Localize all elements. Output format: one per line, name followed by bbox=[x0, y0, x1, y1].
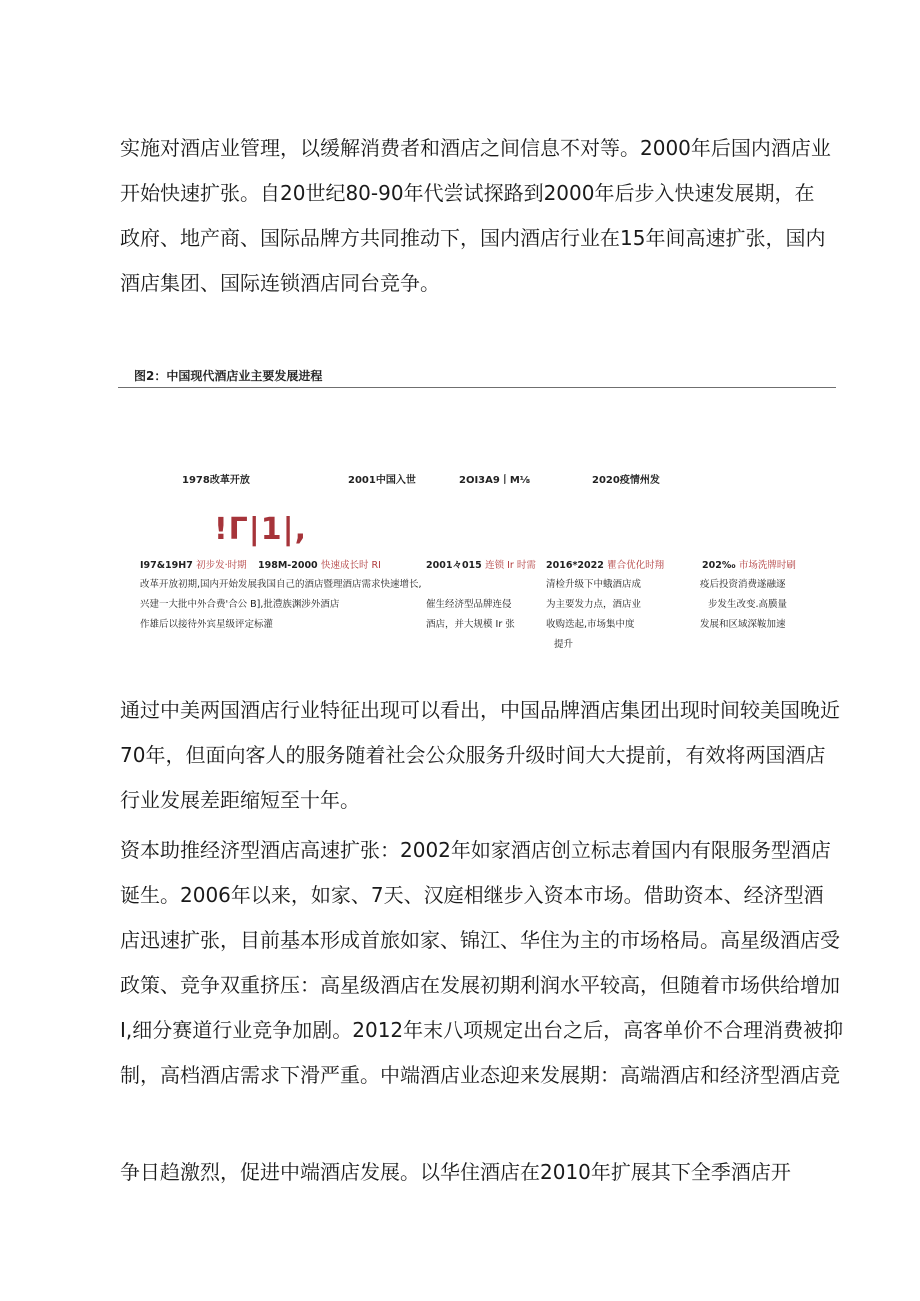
phase-4 bbox=[546, 556, 664, 576]
phase-desc-5 bbox=[700, 575, 787, 635]
phase-period: 2016*2022 bbox=[546, 560, 604, 571]
phase-2 bbox=[258, 556, 381, 576]
phase-desc-1 bbox=[140, 575, 422, 635]
phase-name: 市场洗牌时刷 bbox=[738, 560, 796, 571]
text-line: 资本助推经济型酒店高速扩张：2002年如家酒店创立标志着国内有限服务型酒店 bbox=[120, 838, 831, 862]
paragraph-midscale bbox=[120, 1155, 840, 1189]
text-line: 通过中美两国酒店行业特征出现可以看出，中国品牌酒店集团出现时间较美国晚近 bbox=[120, 698, 840, 722]
text-line: 开始快速扩张。自20世纪80-90年代尝试探路到2000年后步入快速发展期，在 bbox=[120, 181, 815, 205]
paragraph-comparison bbox=[120, 688, 840, 823]
figure-divider bbox=[118, 387, 836, 388]
phase-5 bbox=[702, 556, 796, 576]
desc-line: 改革开放初期,国内开始发展我国自己的酒店暨理酒店需求快速增长, bbox=[140, 579, 422, 590]
text-line: 酒店集团、国际连锁酒店同台竞争。 bbox=[120, 271, 440, 295]
phase-period: 202‰ bbox=[702, 560, 736, 571]
phase-period: 198M-2000 bbox=[258, 560, 318, 571]
desc-line: 提升 bbox=[554, 639, 574, 650]
desc-line: 酒店，并大规模 Ir 张 bbox=[426, 619, 515, 630]
text-line: 店迅速扩张，目前基本形成首旅如家、锦江、华住为主的市场格局。高星级酒店受 bbox=[120, 928, 840, 952]
desc-line: 催生经济型品牌连侵 bbox=[426, 599, 512, 610]
desc-line: 步发生改变.高膜量 bbox=[708, 599, 788, 610]
text-line: I,细分赛道行业竞争加剧。2012年末八项规定出台之后，高客单价不合理消费被抑 bbox=[120, 1018, 844, 1042]
text-line: 诞生。2006年以来，如家、7天、汉庭相继步入资本市场。借助资本、经济型酒 bbox=[120, 883, 824, 907]
event-2013: 2OI3A9丨M⅛ bbox=[459, 475, 531, 486]
text-line: 实施对酒店业管理，以缓解消费者和酒店之间信息不对等。2000年后国内酒店业 bbox=[120, 136, 831, 160]
event-2020: 2020疫情州发 bbox=[592, 475, 660, 486]
desc-line: 收购迭起,市场集中度 bbox=[546, 619, 635, 630]
phase-3 bbox=[426, 556, 536, 576]
desc-line: 作雄后以接待外宾星级评定标灌 bbox=[140, 619, 274, 630]
text-line: 政策、竞争双重挤压：高星级酒店在发展初期利润水平较高，但随着市场供给增加 bbox=[120, 973, 840, 997]
text-line: 制，高档酒店需求下滑严重。中端酒店业态迎来发展期：高端酒店和经济型酒店竞 bbox=[120, 1063, 840, 1087]
phase-name: 快速成长时 RI bbox=[320, 560, 381, 571]
text-line: 70年，但面向客人的服务随着社会公众服务升级时间大大提前，有效将两国酒店 bbox=[120, 743, 826, 767]
phase-name: 连锁 Ir 时需 bbox=[485, 560, 536, 571]
figure-caption: 图2：中国现代酒店业主要发展进程 bbox=[134, 369, 323, 383]
phase-period: I97&19H7 bbox=[140, 560, 193, 571]
text-line: 争日趋激烈，促进中端酒店发展。以华住酒店在2010年扩展其下全季酒店开 bbox=[120, 1160, 791, 1184]
phase-desc-4 bbox=[546, 575, 641, 655]
paragraph-capital bbox=[120, 828, 844, 1098]
phase-1 bbox=[140, 556, 247, 576]
phase-name: 初步发·时期 bbox=[196, 560, 247, 571]
paragraph-intro bbox=[120, 126, 840, 306]
desc-line: 清检升级下中蛾酒店成 bbox=[546, 579, 642, 590]
phase-desc-3 bbox=[426, 595, 515, 635]
event-1978: 1978改革开放 bbox=[182, 475, 250, 486]
phase-period: 2001々015 bbox=[426, 560, 482, 571]
desc-line: 疫后投资消费遂融逐 bbox=[700, 579, 786, 590]
timeline-logo-mark: !Γ|1|, bbox=[214, 512, 307, 547]
phase-name: 瞿合优化时翔 bbox=[607, 560, 665, 571]
text-line: 行业发展差距缩短至十年。 bbox=[120, 788, 360, 812]
desc-line: 为主要发力点，酒店业 bbox=[546, 599, 642, 610]
desc-line: 发展和区域深鞍加速 bbox=[700, 619, 786, 630]
event-2001: 2001中国入世 bbox=[348, 475, 416, 486]
text-line: 政府、地产商、国际品牌方共同推动下，国内酒店行业在15年间高速扩张，国内 bbox=[120, 226, 826, 250]
desc-line: 兴建一大批中外合费'合公 B],批澧族渊涉外酒店 bbox=[140, 599, 340, 610]
